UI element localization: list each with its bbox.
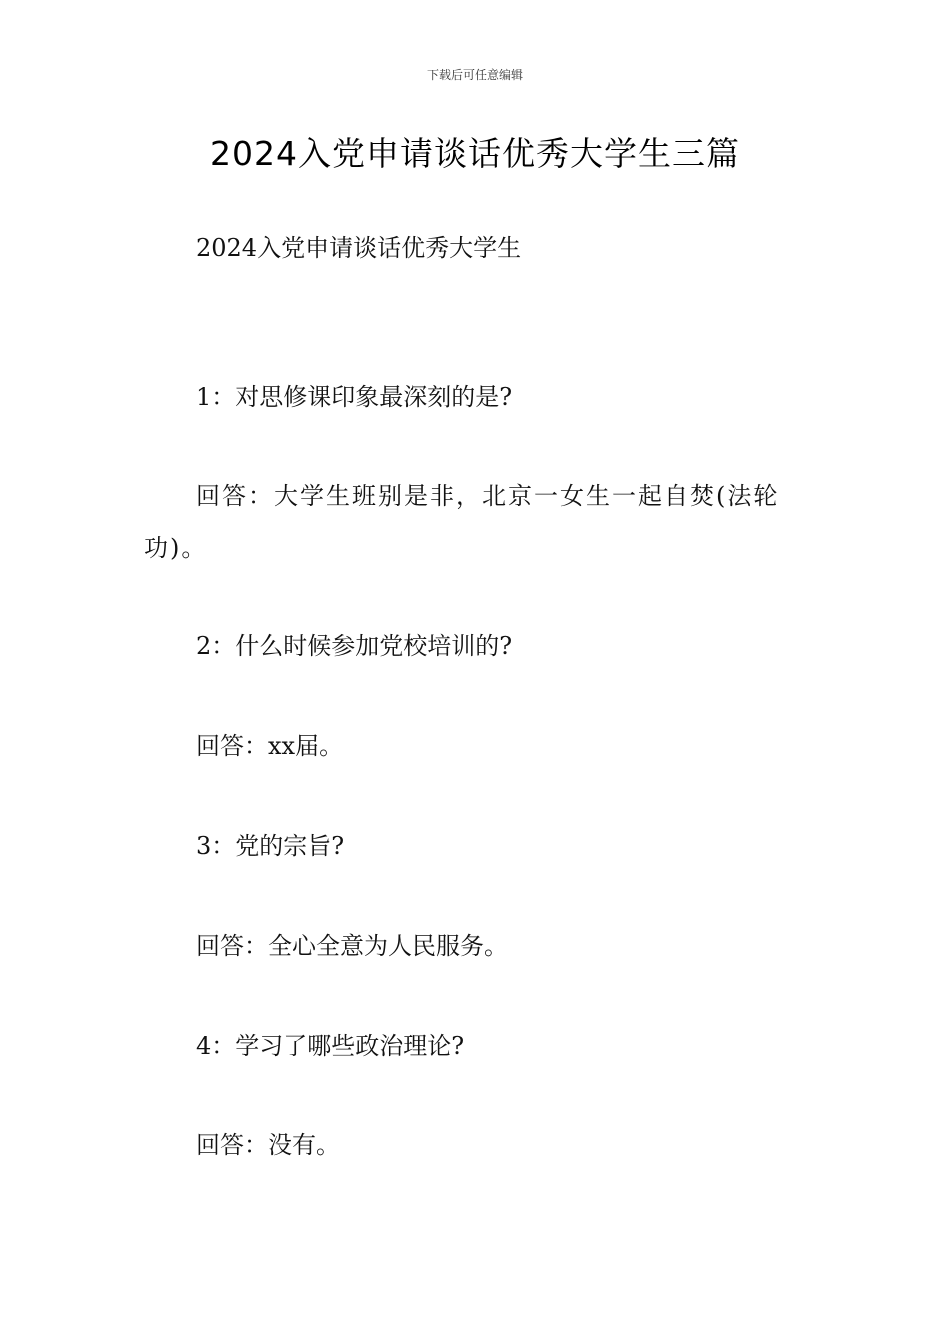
question-2: 2：什么时候参加党校培训的? [196,632,513,660]
header-note: 下载后可任意编辑 [426,68,523,82]
answer-1: 回答：大学生班别是非，北京一女生一起自焚(法轮功)。 [144,482,780,562]
question-3: 3：党的宗旨? [196,832,345,860]
answer-4: 回答：没有。 [196,1131,340,1159]
answer-3: 回答：全心全意为人民服务。 [196,932,508,960]
question-1: 1：对思修课印象最深刻的是? [196,383,513,411]
document-subtitle: 2024入党申请谈话优秀大学生 [196,234,522,262]
document-title: 2024入党申请谈话优秀大学生三篇 [210,134,740,173]
question-4: 4：学习了哪些政治理论? [196,1032,465,1060]
answer-2: 回答：xx届。 [196,732,344,760]
